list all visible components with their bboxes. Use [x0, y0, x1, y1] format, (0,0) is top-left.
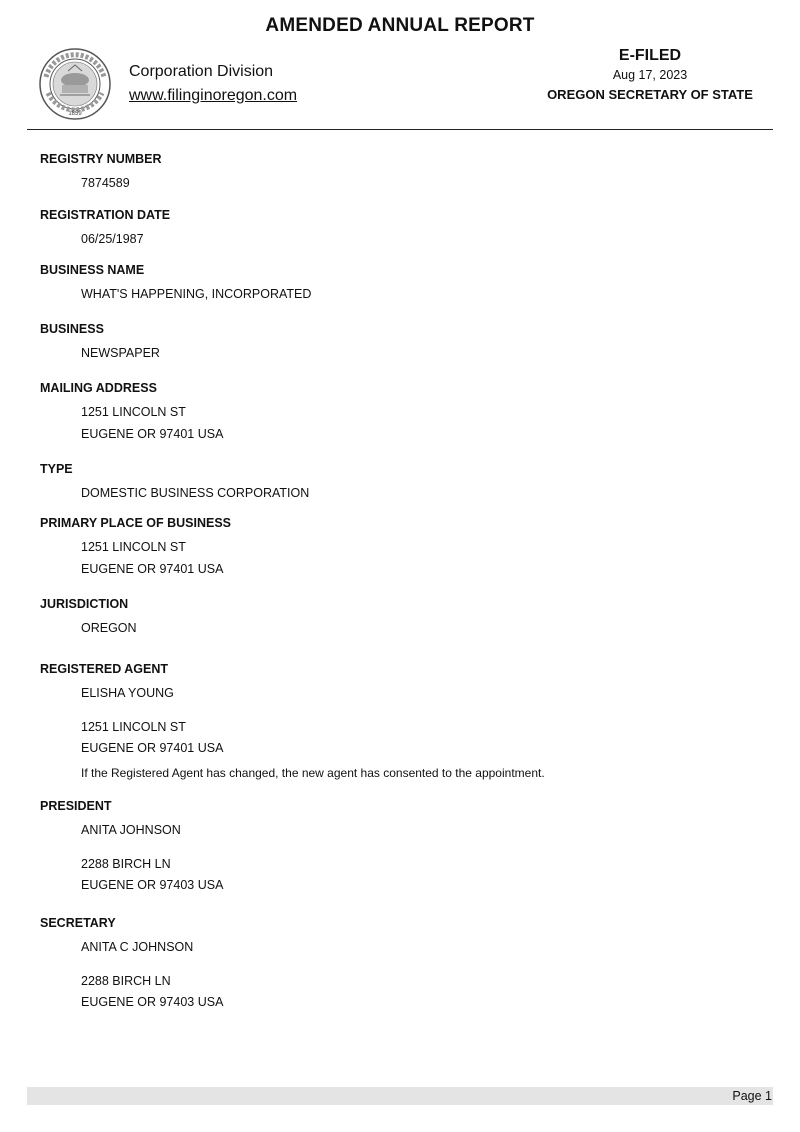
oregon-state-seal-icon	[38, 47, 112, 121]
president-line1: 2288 BIRCH LN	[81, 857, 171, 871]
primary-place-label: PRIMARY PLACE OF BUSINESS	[40, 516, 231, 530]
business-name-value: WHAT'S HAPPENING, INCORPORATED	[81, 287, 312, 301]
division-name: Corporation Division	[129, 63, 274, 80]
registered-agent-name: ELISHA YOUNG	[81, 686, 174, 700]
registry-number-label: REGISTRY NUMBER	[40, 152, 162, 166]
division-website-link[interactable]: www.filinginoregon.com	[129, 87, 298, 104]
registration-date-label: REGISTRATION DATE	[40, 208, 171, 222]
filing-stamp	[530, 46, 770, 104]
primary-place-line1: 1251 LINCOLN ST	[81, 540, 186, 554]
business-label: BUSINESS	[40, 322, 104, 336]
president-name: ANITA JOHNSON	[81, 823, 181, 837]
mailing-address-line1: 1251 LINCOLN ST	[81, 405, 186, 419]
business-value: NEWSPAPER	[81, 346, 160, 360]
mailing-address-line2: EUGENE OR 97401 USA	[81, 427, 224, 441]
agency-name: OREGON SECRETARY OF STATE	[547, 87, 753, 102]
registry-number-value: 7874589	[81, 176, 130, 190]
registered-agent-line1: 1251 LINCOLN ST	[81, 720, 186, 734]
secretary-line1: 2288 BIRCH LN	[81, 974, 171, 988]
filed-date: Aug 17, 2023	[612, 68, 688, 82]
footer-bar	[27, 1087, 773, 1105]
jurisdiction-label: JURISDICTION	[40, 597, 129, 611]
type-value: DOMESTIC BUSINESS CORPORATION	[81, 486, 310, 500]
president-label: PRESIDENT	[40, 799, 112, 813]
primary-place-line2: EUGENE OR 97401 USA	[81, 562, 224, 576]
registration-date-value: 06/25/1987	[81, 232, 144, 246]
registered-agent-label: REGISTERED AGENT	[40, 662, 169, 676]
registered-agent-note: If the Registered Agent has changed, the new agent has consented to the appointment.	[81, 766, 545, 780]
seal-year: 1859	[68, 111, 82, 117]
secretary-name: ANITA C JOHNSON	[81, 940, 194, 954]
business-name-label: BUSINESS NAME	[40, 263, 145, 277]
type-label: TYPE	[40, 462, 73, 476]
efiled-status: E-FILED	[618, 47, 682, 64]
page-number: Page 1	[732, 1089, 772, 1103]
president-line2: EUGENE OR 97403 USA	[81, 878, 224, 892]
document-title: AMENDED ANNUAL REPORT	[265, 15, 535, 36]
registered-agent-line2: EUGENE OR 97401 USA	[81, 741, 224, 755]
mailing-address-label: MAILING ADDRESS	[40, 381, 157, 395]
header-divider	[27, 129, 773, 130]
jurisdiction-value: OREGON	[81, 621, 137, 635]
secretary-line2: EUGENE OR 97403 USA	[81, 995, 224, 1009]
division-block	[129, 60, 297, 108]
secretary-label: SECRETARY	[40, 916, 116, 930]
